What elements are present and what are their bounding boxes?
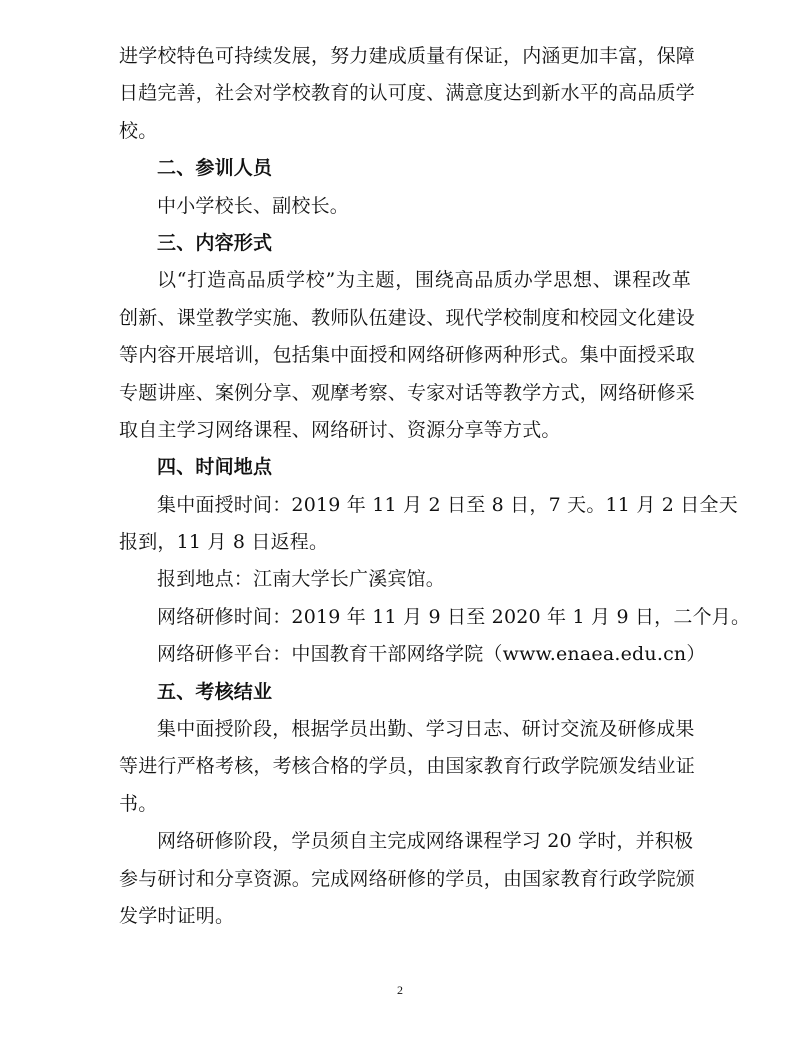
section-heading-assessment: 五、考核结业: [157, 680, 273, 703]
paragraph-line: 参与研讨和分享资源。完成网络研修的学员，由国家教育行政学院颁: [119, 867, 696, 890]
page-number: 2: [397, 983, 403, 997]
paragraph-line: 网络研修时间：2019 年 11 月 9 日至 2020 年 1 月 9 日，二个月。: [157, 605, 751, 628]
paragraph-line: 网络研修阶段，学员须自主完成网络课程学习 20 学时，并积极: [157, 830, 694, 853]
paragraph-line: 校。: [119, 119, 158, 142]
paragraph-line: 日趋完善，社会对学校教育的认可度、满意度达到新水平的高品质学: [119, 82, 696, 105]
paragraph-line: 进学校特色可持续发展，努力建成质量有保证，内涵更加丰富，保障: [119, 45, 696, 67]
paragraph-line: 等内容开展培训，包括集中面授和网络研修两种形式。集中面授采取: [119, 344, 696, 367]
section-heading-content-format: 三、内容形式: [157, 231, 273, 254]
paragraph-line: 集中面授阶段，根据学员出勤、学习日志、研讨交流及研修成果: [157, 718, 695, 741]
paragraph-line: 书。: [119, 792, 158, 815]
paragraph-line: 报到地点：江南大学长广溪宾馆。: [157, 568, 446, 591]
section-heading-participants: 二、参训人员: [157, 157, 273, 180]
paragraph-line: 集中面授时间：2019 年 11 月 2 日至 8 日，7 天。11 月 2 日全天: [157, 493, 738, 516]
paragraph-line: 网络研修平台：中国教育干部网络学院（www.enaea.edu.cn）: [157, 643, 706, 666]
paragraph-line: 报到，11 月 8 日返程。: [119, 531, 329, 554]
paragraph-line: 等进行严格考核，考核合格的学员，由国家教育行政学院颁发结业证: [119, 755, 696, 778]
paragraph-line: 发学时证明。: [119, 904, 235, 927]
section-heading-time-location: 四、时间地点: [157, 456, 273, 479]
paragraph-line: 中小学校长、副校长。: [157, 194, 350, 217]
paragraph-line: 取自主学习网络课程、网络研讨、资源分享等方式。: [119, 418, 561, 441]
document-body: [119, 38, 751, 935]
paragraph-line: 以“打造高品质学校”为主题，围绕高品质办学思想、课程改革: [157, 269, 691, 292]
paragraph-line: 专题讲座、案例分享、观摩考察、专家对话等教学方式，网络研修采: [119, 381, 696, 404]
paragraph-line: 创新、课堂教学实施、教师队伍建设、现代学校制度和校园文化建设: [119, 306, 696, 329]
